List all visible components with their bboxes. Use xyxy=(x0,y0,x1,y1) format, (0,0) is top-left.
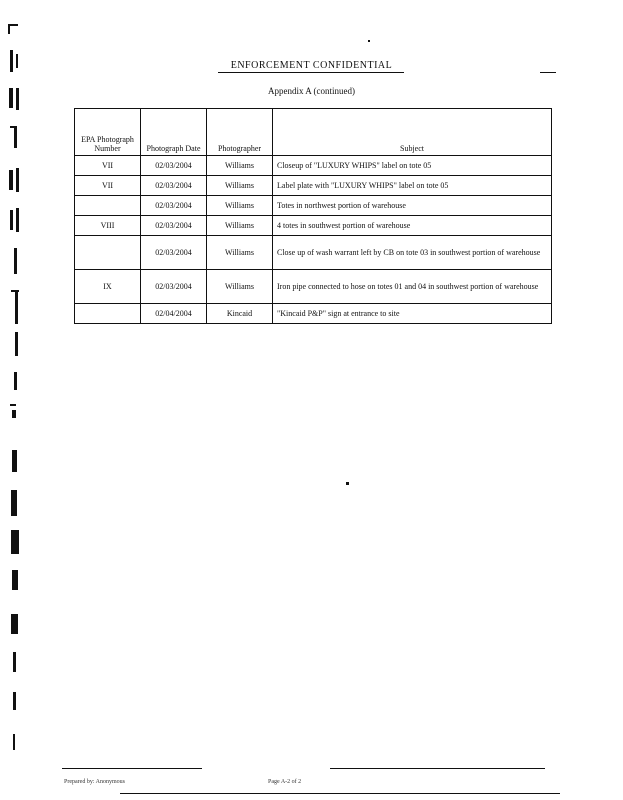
cell-date: 02/04/2004 xyxy=(141,304,207,324)
cell-subject: Label plate with "LUXURY WHIPS" label on tote 05 xyxy=(273,176,552,196)
scan-speck xyxy=(346,482,349,485)
table-row xyxy=(75,236,552,270)
header-underline xyxy=(218,72,404,73)
scan-speck xyxy=(368,40,370,42)
cell-date: 02/03/2004 xyxy=(141,176,207,196)
cell-photographer: Williams xyxy=(207,236,273,270)
table-row xyxy=(75,304,552,324)
cell-date: 02/03/2004 xyxy=(141,156,207,176)
cell-photographer: Williams xyxy=(207,270,273,304)
cell-photographer: Williams xyxy=(207,176,273,196)
cell-number: VII xyxy=(75,176,141,196)
col-header-number: EPA Photograph Number xyxy=(75,109,141,156)
cell-subject: Iron pipe connected to hose on totes 01 and 04 in southwest portion of warehouse xyxy=(273,270,552,304)
binder-holes xyxy=(6,20,26,760)
cell-number: VIII xyxy=(75,216,141,236)
cell-subject: Totes in northwest portion of warehouse xyxy=(273,196,552,216)
footer-rule xyxy=(62,768,202,769)
footer-preparer: Prepared by: Anonymous xyxy=(64,779,125,785)
cell-number: IX xyxy=(75,270,141,304)
cell-date: 02/03/2004 xyxy=(141,216,207,236)
col-header-subject: Subject xyxy=(273,109,552,156)
footer-page-number: Page A-2 of 2 xyxy=(268,779,302,785)
cell-photographer: Williams xyxy=(207,196,273,216)
photo-log-table xyxy=(74,108,552,324)
footer-rule xyxy=(120,793,560,794)
cell-subject: "Kincaid P&P" sign at entrance to site xyxy=(273,304,552,324)
table-row xyxy=(75,216,552,236)
cell-number xyxy=(75,304,141,324)
col-header-photographer: Photographer xyxy=(207,109,273,156)
cell-photographer: Williams xyxy=(207,156,273,176)
table-row xyxy=(75,156,552,176)
col-header-date: Photograph Date xyxy=(141,109,207,156)
cell-date: 02/03/2004 xyxy=(141,270,207,304)
cell-subject: 4 totes in southwest portion of warehouse xyxy=(273,216,552,236)
confidential-header: ENFORCEMENT CONFIDENTIAL xyxy=(230,60,393,71)
header-dash xyxy=(540,72,556,73)
cell-photographer: Williams xyxy=(207,216,273,236)
cell-number xyxy=(75,236,141,270)
cell-number: VII xyxy=(75,156,141,176)
table-row xyxy=(75,176,552,196)
table-row xyxy=(75,196,552,216)
cell-date: 02/03/2004 xyxy=(141,196,207,216)
table-header-row xyxy=(75,109,552,156)
cell-date: 02/03/2004 xyxy=(141,236,207,270)
footer-rule xyxy=(330,768,545,769)
table-row xyxy=(75,270,552,304)
cell-subject: Close up of wash warrant left by CB on tote 03 in southwest portion of warehouse xyxy=(273,236,552,270)
cell-subject: Closeup of "LUXURY WHIPS" label on tote 05 xyxy=(273,156,552,176)
appendix-title: Appendix A (continued) xyxy=(268,86,355,96)
cell-number xyxy=(75,196,141,216)
cell-photographer: Kincaid xyxy=(207,304,273,324)
